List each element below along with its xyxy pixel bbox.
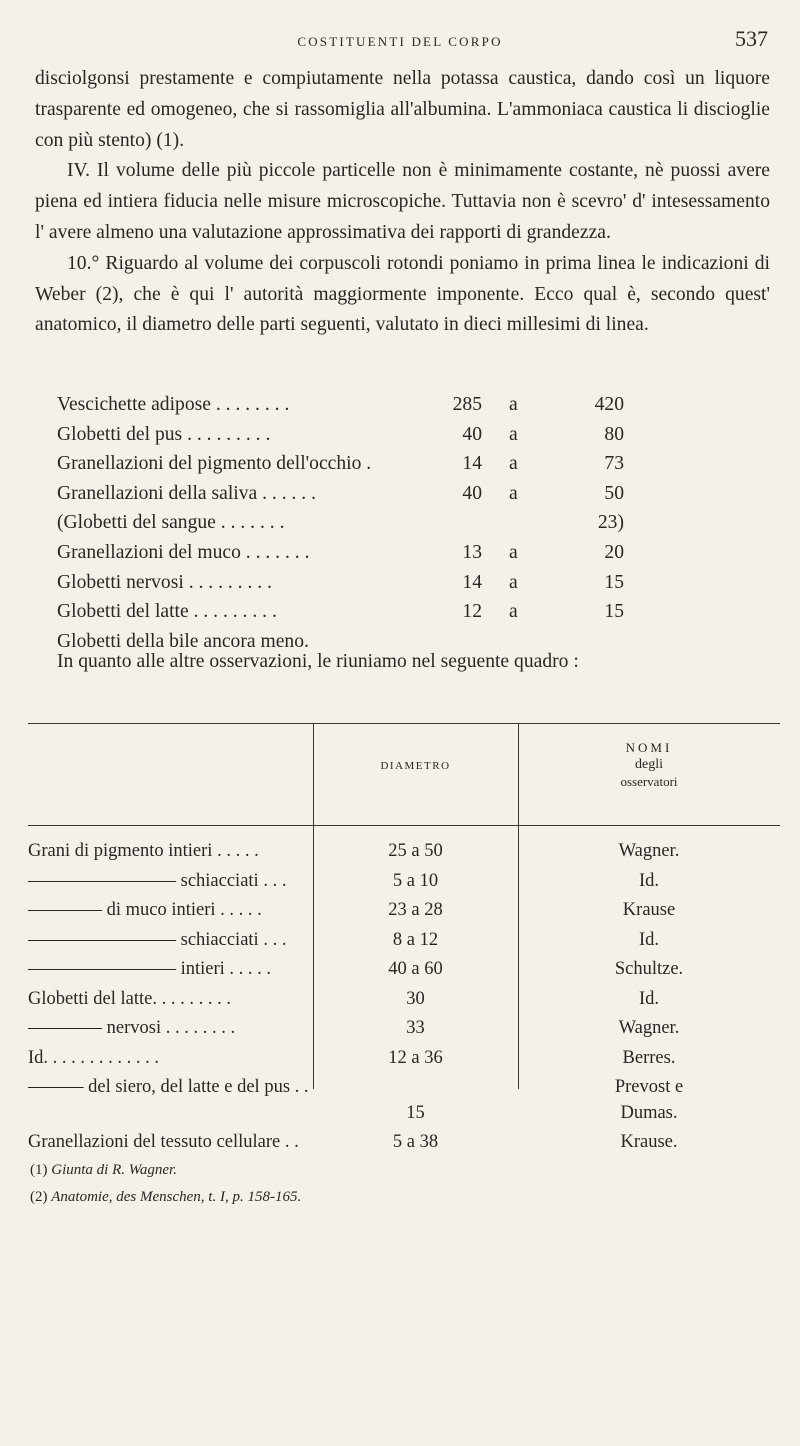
table-row	[28, 896, 780, 926]
running-title: COSTITUENTI DEL CORPO	[297, 34, 503, 49]
footnote-1	[30, 1157, 301, 1184]
row-label: ———— nervosi . . . . . . . .	[28, 1018, 236, 1038]
table-row	[28, 867, 780, 897]
measurement-from: 40	[462, 423, 482, 445]
row-diameter: 5 a 10	[392, 870, 439, 891]
table-row	[28, 985, 780, 1015]
row-observer: Krause	[622, 900, 676, 920]
row-diameter: 33	[406, 1018, 425, 1038]
row-label: ———————— schiacciati . . .	[28, 870, 287, 891]
observations-table	[28, 723, 780, 1152]
row-diameter: 30	[406, 988, 425, 1009]
measurement-row	[57, 597, 657, 627]
row-diameter: 15	[406, 1103, 425, 1123]
measurement-from: 13	[462, 541, 482, 563]
table-row	[28, 1014, 780, 1044]
measurement-label: Globetti del latte . . . . . . . . .	[57, 601, 277, 623]
row-label: Globetti del latte. . . . . . . . .	[28, 988, 231, 1009]
measurement-to: 15	[604, 601, 624, 623]
row-observer: Prevost e	[614, 1077, 684, 1097]
measurement-label: Vescichette adipose . . . . . . . .	[57, 394, 290, 415]
header-observers-line1: NOMI	[625, 740, 673, 755]
measurement-label: Globetti nervosi . . . . . . . . .	[57, 571, 272, 593]
measurement-separator: a	[509, 423, 518, 445]
paragraph-2: IV. Il volume delle più piccole particelle non è minimamente costante, nè puossi avere piena ed intiera fiducia nelle misure microscopiche. Tuttavia non è scevro' d' intesessamento l' avere almeno una valutazione approssimativa dei rapporti di grandezza.	[35, 160, 770, 243]
measurement-to: 20	[604, 541, 624, 563]
measurement-to: 80	[604, 423, 624, 445]
row-diameter: 12 a 36	[388, 1047, 443, 1068]
table-row	[28, 837, 780, 867]
table-header-rule	[28, 825, 780, 826]
measurement-separator: a	[509, 571, 518, 593]
measurement-row	[57, 568, 657, 598]
footnote-1-number: (1)	[30, 1162, 48, 1178]
row-label: ———— di muco intieri . . . . .	[28, 900, 262, 920]
row-diameter: 5 a 38	[392, 1132, 439, 1152]
measurement-separator: a	[509, 601, 518, 623]
measurement-row	[57, 390, 657, 420]
row-observer: Wagner.	[618, 1018, 680, 1038]
measurement-row	[57, 508, 657, 538]
footnote-2-number: (2)	[30, 1189, 48, 1205]
measurement-to: 15	[604, 571, 624, 593]
table-row	[28, 1128, 780, 1158]
row-label: ——— del siero, del latte e del pus . .	[28, 1077, 309, 1097]
table-row	[28, 955, 780, 985]
paragraph-3: 10.° Riguardo al volume dei corpuscoli rotondi poniamo in prima linea le indicazioni di Weber (2), che è qui l' autorità maggiormente imponente. Ecco qual è, secondo quest' anatomico, il diametro delle parti seguenti, valutato in dieci millesimi di linea.	[35, 252, 770, 336]
row-observer: Berres.	[622, 1047, 676, 1068]
measurement-from: 14	[462, 571, 482, 593]
table-row	[28, 1099, 780, 1129]
footnotes	[30, 1157, 301, 1211]
table-row	[28, 1044, 780, 1074]
measurement-label: (Globetti del sangue . . . . . . .	[57, 512, 285, 534]
row-observer: Id.	[638, 870, 660, 891]
table-intro: In quanto alle altre osservazioni, le riuniamo nel seguente quadro :	[57, 651, 579, 672]
row-label: Grani di pigmento intieri . . . . .	[28, 841, 259, 861]
footnote-2-text: Anatomie, des Menschen, t. I, p. 158-165.	[51, 1189, 302, 1205]
measurement-from: 285	[452, 394, 482, 415]
row-observer: Wagner.	[618, 841, 680, 861]
footnote-2	[30, 1184, 301, 1211]
row-label: Id. . . . . . . . . . . . .	[28, 1047, 160, 1068]
measurement-label: Granellazioni del muco . . . . . . .	[57, 541, 310, 563]
table-top-rule	[28, 723, 780, 724]
row-label: Granellazioni del tessuto cellulare . .	[28, 1132, 299, 1152]
measurement-separator: a	[509, 394, 518, 415]
measurement-to: 73	[604, 453, 624, 475]
paragraph-1: disciolgonsi prestamente e compiutamente nella potassa caustica, dando così un liquore trasparente ed omogeneo, che si rassomiglia all'albumina. L'ammoniaca caustica li discioglie con più stento) (1).	[35, 68, 770, 151]
row-label: ———————— schiacciati . . .	[28, 929, 287, 950]
row-observer: Schultze.	[614, 959, 684, 979]
measurement-row	[57, 538, 657, 568]
measurement-row	[57, 420, 657, 450]
measurement-separator: a	[509, 482, 518, 504]
measurement-to: 50	[604, 482, 624, 504]
measurement-label: Granellazioni del pigmento dell'occhio .	[57, 453, 372, 475]
footnote-1-text: Giunta di R. Wagner.	[51, 1162, 177, 1178]
measurement-to: 420	[594, 394, 624, 415]
header-observers	[518, 739, 780, 790]
page-number: 537	[735, 26, 768, 51]
measurement-to: 23)	[597, 512, 624, 534]
row-observer: Id.	[638, 929, 660, 950]
measurement-row	[57, 449, 657, 479]
measurement-row	[57, 479, 657, 509]
header-observers-line2: degli	[635, 757, 663, 772]
row-label: ———————— intieri . . . . .	[28, 959, 272, 979]
measurement-note: Globetti della bile ancora meno.	[57, 630, 309, 652]
row-diameter: 25 a 50	[388, 841, 443, 861]
measurement-separator: a	[509, 453, 518, 475]
row-observer: Dumas.	[620, 1103, 678, 1123]
row-observer: Krause.	[620, 1132, 678, 1152]
header-diameter: DIAMETRO	[380, 760, 451, 772]
measurement-from: 14	[462, 453, 482, 475]
body-text	[35, 64, 770, 341]
weber-measurements-list	[57, 390, 657, 656]
measurement-from: 12	[462, 601, 482, 623]
row-diameter: 23 a 28	[388, 900, 443, 920]
measurement-label: Globetti del pus . . . . . . . . .	[57, 423, 271, 445]
row-observer: Id.	[638, 988, 660, 1009]
row-diameter: 8 a 12	[392, 929, 439, 950]
row-diameter: 40 a 60	[388, 959, 443, 979]
measurement-label: Granellazioni della saliva . . . . . .	[57, 482, 316, 504]
measurement-from: 40	[462, 482, 482, 504]
measurement-separator: a	[509, 541, 518, 563]
header-observers-line3: osservatori	[620, 774, 678, 789]
table-row	[28, 926, 780, 956]
